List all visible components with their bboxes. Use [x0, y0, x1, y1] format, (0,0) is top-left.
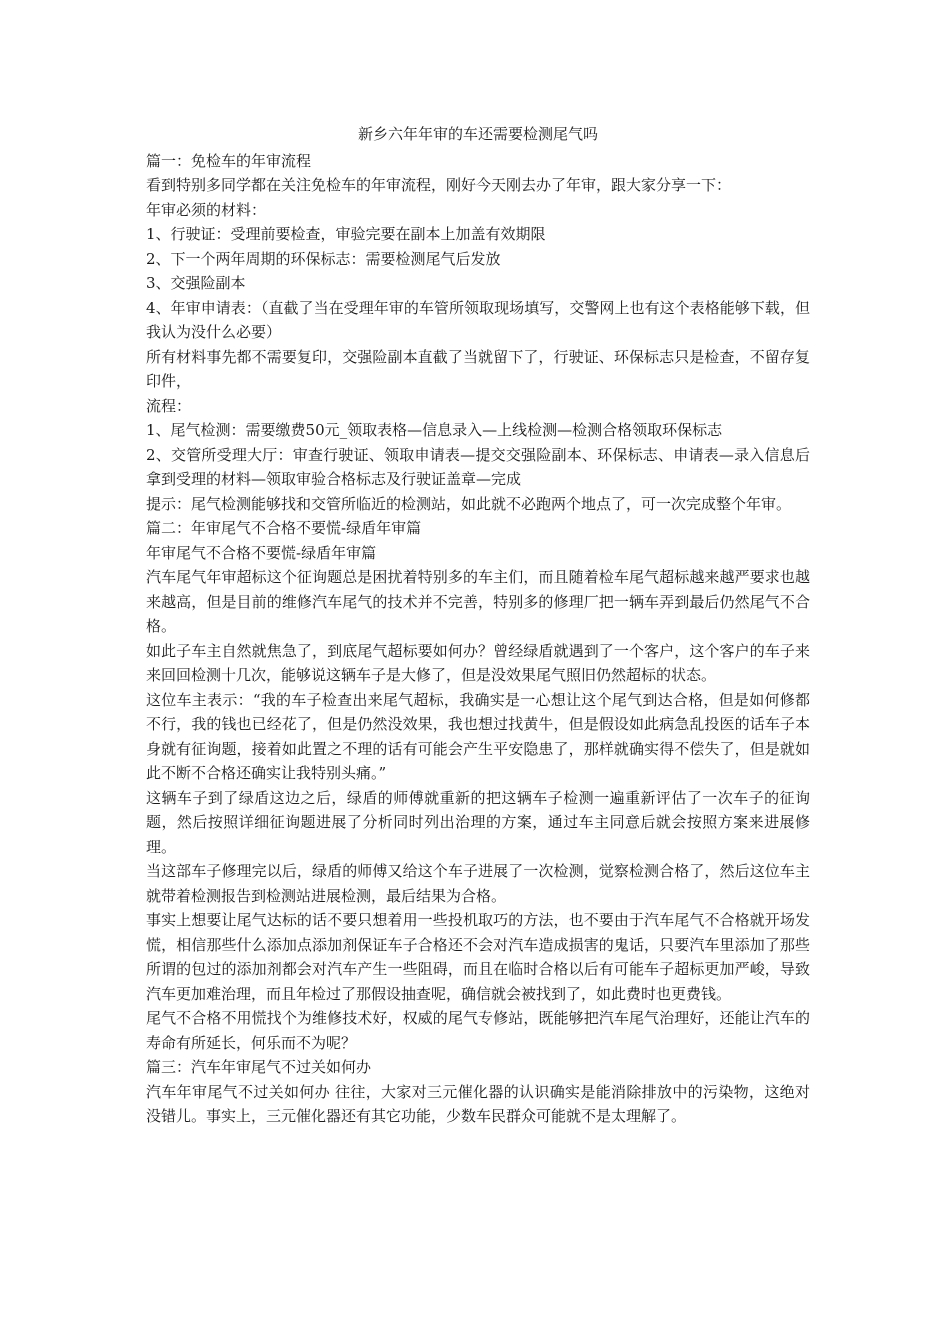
paragraph: 年审必须的材料：	[146, 200, 267, 219]
paragraph: 2、交管所受理大厅：审查行驶证、领取申请表—提交交强险副本、环保标志、申请表—录入信息后拿到受理的材料—领取审验合格标志及行驶证盖章—完成	[146, 445, 810, 488]
paragraph: 汽车尾气年审超标这个征询题总是困扰着特别多的车主们，而且随着检车尾气超标越来越严要求也越来越高，但是目前的维修汽车尾气的技术并不完善，特别多的修理厂把一辆车弄到最后仍然尾气不合格。	[146, 568, 810, 635]
section-heading: 篇二：年审尾气不合格不要慌-绿盾年审篇	[146, 519, 422, 537]
paragraph: 如此子车主自然就焦急了，到底尾气超标要如何办？曾经绿盾就遇到了一个客户，这个客户的车子来来回回检测十几次，能够说这辆车子是大修了，但是没效果尾气照旧仍然超标的状态。	[146, 641, 810, 684]
paragraph: 年审尾气不合格不要慌-绿盾年审篇	[146, 543, 377, 562]
paragraph: 篇一：免检车的年审流程	[146, 151, 312, 170]
paragraph: 4、年审申请表：（直截了当在受理年审的车管所领取现场填写，交警网上也有这个表格能够下载，但我认为没什么必要）	[146, 298, 810, 341]
paragraph: 2、下一个两年周期的环保标志：需要检测尾气后发放	[146, 249, 501, 268]
paragraph: 1、尾气检测：需要缴费50元_领取表格—信息录入—上线检测—检测合格领取环保标志	[146, 421, 723, 439]
paragraph: 1、行驶证：受理前要检查，审验完要在副本上加盖有效期限	[146, 225, 546, 243]
paragraph: 3、交强险副本	[146, 274, 246, 292]
paragraph: 事实上想要让尾气达标的话不要只想着用一些投机取巧的方法，也不要由于汽车尾气不合格就开场发慌，相信那些什么添加点添加剂保证车子合格还不会对汽车造成损害的鬼话，只要汽车里添加了那些所谓的包过的添加剂都会对汽车产生一些阻碍，而且在临时合格以后有可能车子超标更加严峻，导致汽车更加难治理，而且年检过了那假设抽查呢，确信就会被找到了，如此费时也更费钱。	[146, 911, 810, 1003]
paragraph: 提示：尾气检测能够找和交管所临近的检测站，如此就不必跑两个地点了，可一次完成整个年审。	[146, 494, 792, 513]
paragraph: 这位车主表示：“我的车子检查出来尾气超标，我确实是一心想让这个尾气到达合格，但是如何修都不行，我的钱也已经花了，但是仍然没效果，我也想过找黄牛，但是假设如此病急乱投医的话车子本身就有征询题，接着如此置之不理的话有可能会产生平安隐患了，那样就确实得不偿失了，但是就如此不断不合格还确实让我特别头痛。”	[146, 690, 810, 782]
section-heading: 篇三：汽车年审尾气不过关如何办	[146, 1058, 372, 1076]
paragraph: 尾气不合格不用慌找个为维修技术好，权威的尾气专修站，既能够把汽车尾气治理好，还能让汽车的寿命有所延长，何乐而不为呢？	[146, 1009, 810, 1052]
paragraph: 汽车年审尾气不过关如何办 往往，大家对三元催化器的认识确实是能消除排放中的污染物，这绝对没错儿。事实上，三元催化器还有其它功能，少数车民群众可能就不是太理解了。	[146, 1082, 810, 1125]
paragraph: 当这部车子修理完以后，绿盾的师傅又给这个车子进展了一次检测，觉察检测合格了，然后这位车主就带着检测报告到检测站进展检测，最后结果为合格。	[146, 862, 810, 905]
document-title: 新乡六年年审的车还需要检测尾气吗	[357, 125, 598, 143]
document-page	[146, 122, 810, 1129]
paragraph: 看到特别多同学都在关注免检车的年审流程，刚好今天刚去办了年审，跟大家分享一下：	[146, 176, 732, 194]
paragraph: 所有材料事先都不需要复印，交强险副本直截了当就留下了，行驶证、环保标志只是检查，不留存复印件，	[146, 347, 810, 390]
paragraph: 流程：	[146, 396, 192, 415]
paragraph: 这辆车子到了绿盾这边之后，绿盾的师傅就重新的把这辆车子检测一遍重新评估了一次车子的征询题，然后按照详细征询题进展了分析同时列出治理的方案，通过车主同意后就会按照方案来进展修理。	[146, 788, 810, 856]
